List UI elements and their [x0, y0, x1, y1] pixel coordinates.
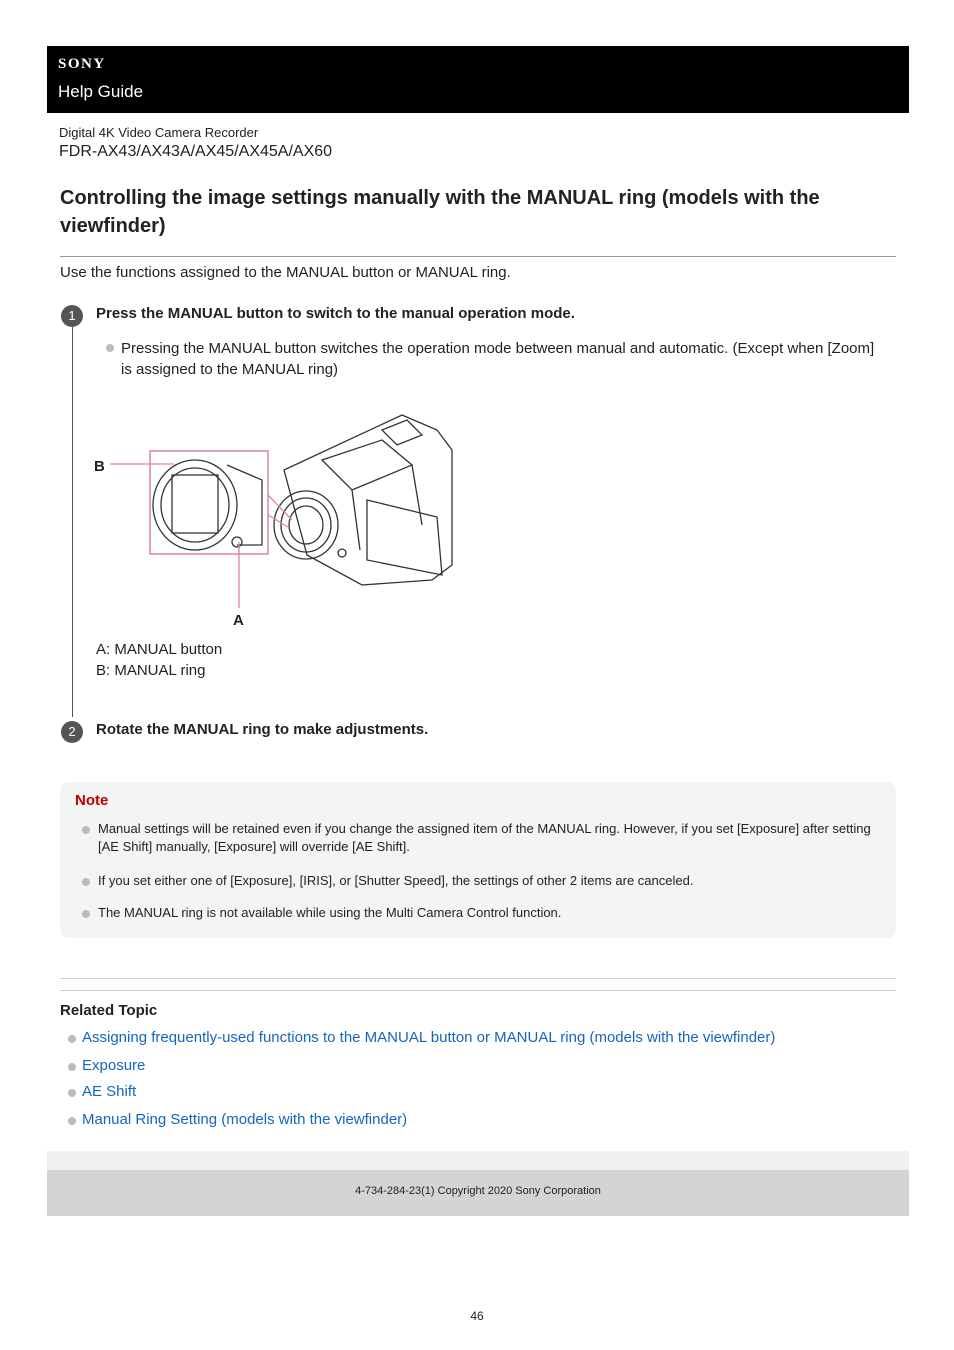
- related-link-assigning-functions[interactable]: Assigning frequently-used functions to the MANUAL button or MANUAL ring (models with the viewfinder): [82, 1029, 776, 1046]
- related-link-manual-ring-setting[interactable]: Manual Ring Setting (models with the viewfinder): [82, 1111, 408, 1128]
- note-item: Manual settings will be retained even if you change the assigned item of the MANUAL ring. However, if you set [Exposure] after setting [AE Shift] manually, [Exposure] will override [AE Shift].: [98, 821, 871, 854]
- bullet-icon: [82, 826, 90, 834]
- section-divider: [60, 978, 896, 979]
- bullet-icon: [106, 344, 114, 352]
- legend-b: B: MANUAL ring: [96, 662, 206, 679]
- bullet-icon: [68, 1035, 76, 1043]
- intro-text: Use the functions assigned to the MANUAL button or MANUAL ring.: [60, 264, 511, 281]
- bullet-icon: [68, 1117, 76, 1125]
- note-item: If you set either one of [Exposure], [IRIS], or [Shutter Speed], the settings of other 2 items are canceled.: [98, 873, 694, 888]
- step-connector-line: [72, 325, 73, 717]
- note-title: Note: [75, 792, 109, 809]
- related-link-ae-shift[interactable]: AE Shift: [82, 1083, 137, 1100]
- page-number: 46: [470, 1309, 484, 1323]
- note-item: The MANUAL ring is not available while using the Multi Camera Control function.: [98, 905, 562, 920]
- footer-spacer: [47, 1151, 909, 1170]
- title-divider: [60, 256, 896, 257]
- legend-a: A: MANUAL button: [96, 641, 223, 658]
- section-divider: [60, 990, 896, 991]
- label-b: B: [94, 458, 105, 475]
- label-a: A: [233, 612, 244, 629]
- model-numbers: FDR-AX43/AX43A/AX45/AX45A/AX60: [59, 143, 333, 160]
- page-title: Controlling the image settings manually with the MANUAL ring (models with the viewfinder): [60, 187, 820, 237]
- related-link-exposure[interactable]: Exposure: [82, 1057, 146, 1074]
- related-topic-title: Related Topic: [60, 1002, 158, 1019]
- bullet-icon: [68, 1089, 76, 1097]
- camera-illustration: [92, 405, 462, 630]
- step-1-title: Press the MANUAL button to switch to the manual operation mode.: [96, 305, 575, 322]
- step-1-number: 1: [61, 305, 83, 327]
- footer-bar: [47, 1170, 909, 1216]
- copyright-text: 4-734-284-23(1) Copyright 2020 Sony Corporation: [355, 1185, 601, 1197]
- bullet-icon: [82, 878, 90, 886]
- help-guide-label: Help Guide: [58, 82, 144, 101]
- header-bar: [47, 46, 909, 113]
- note-box: [60, 782, 896, 938]
- sony-logo: SONY: [58, 56, 106, 72]
- bullet-icon: [68, 1063, 76, 1071]
- step-1-bullet-text: Pressing the MANUAL button switches the operation mode between manual and automatic. (Except when [Zoom] is assigned to the MANUAL ring): [121, 340, 875, 378]
- step-2-number: 2: [61, 721, 83, 743]
- product-type: Digital 4K Video Camera Recorder: [59, 125, 259, 140]
- bullet-icon: [82, 910, 90, 918]
- step-2-title: Rotate the MANUAL ring to make adjustments.: [96, 721, 429, 738]
